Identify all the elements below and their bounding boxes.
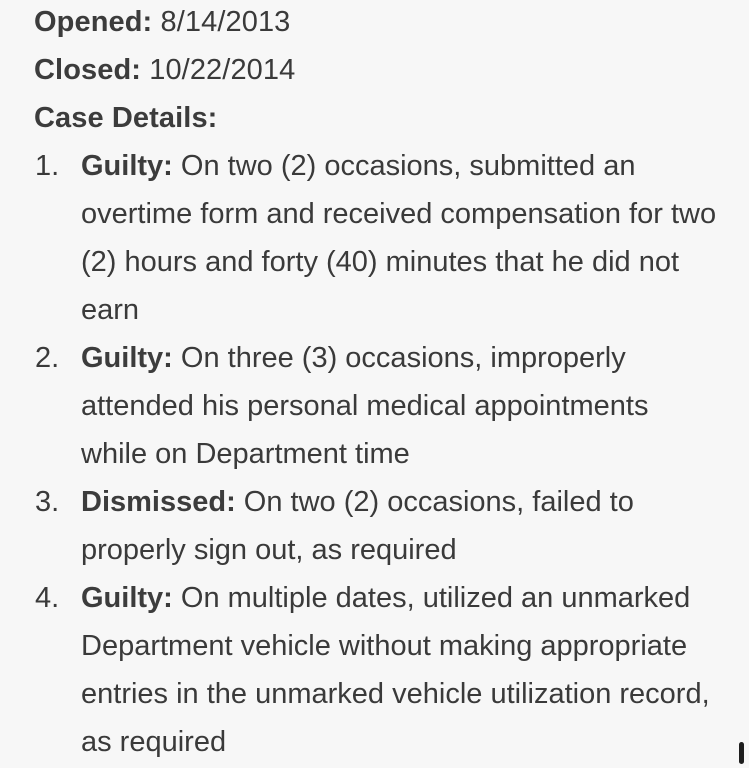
- item-number: 1.: [35, 150, 60, 182]
- opened-label: Opened:: [34, 6, 153, 38]
- item-description: On multiple dates, utilized an unmarked Department vehicle without making appropriate entries in the unmarked vehicle utilization record, as required: [81, 582, 710, 758]
- item-number: 2.: [35, 342, 60, 374]
- item-description: On three (3) occasions, improperly attended his personal medical appointments while on Department time: [81, 342, 649, 470]
- list-item: [34, 142, 734, 334]
- item-text: [81, 478, 721, 574]
- item-number: 3.: [35, 486, 60, 518]
- case-details-list: [34, 142, 734, 766]
- item-description: On two (2) occasions, failed to properly sign out, as required: [81, 486, 634, 566]
- closed-date: 10/22/2014: [149, 54, 296, 86]
- item-verdict: Guilty:: [81, 150, 173, 182]
- case-document: [34, 0, 734, 766]
- item-verdict: Dismissed:: [81, 486, 236, 518]
- item-description: On two (2) occasions, submitted an overtime form and received compensation for two (2) hours and forty (40) minutes that he did not earn: [81, 150, 717, 326]
- item-verdict: Guilty:: [81, 582, 173, 614]
- item-text: [81, 142, 721, 334]
- closed-label: Closed:: [34, 54, 142, 86]
- scroll-indicator[interactable]: [739, 742, 744, 764]
- case-details-heading: [34, 94, 734, 142]
- opened-date: 8/14/2013: [160, 6, 291, 38]
- item-verdict: Guilty:: [81, 342, 173, 374]
- item-number: 4.: [35, 582, 60, 614]
- opened-row: [34, 0, 734, 46]
- item-text: [81, 334, 721, 478]
- list-item: [34, 478, 734, 574]
- case-details-label: Case Details:: [34, 102, 218, 134]
- closed-row: [34, 46, 734, 94]
- list-item: [34, 574, 734, 766]
- list-item: [34, 334, 734, 478]
- item-text: [81, 574, 721, 766]
